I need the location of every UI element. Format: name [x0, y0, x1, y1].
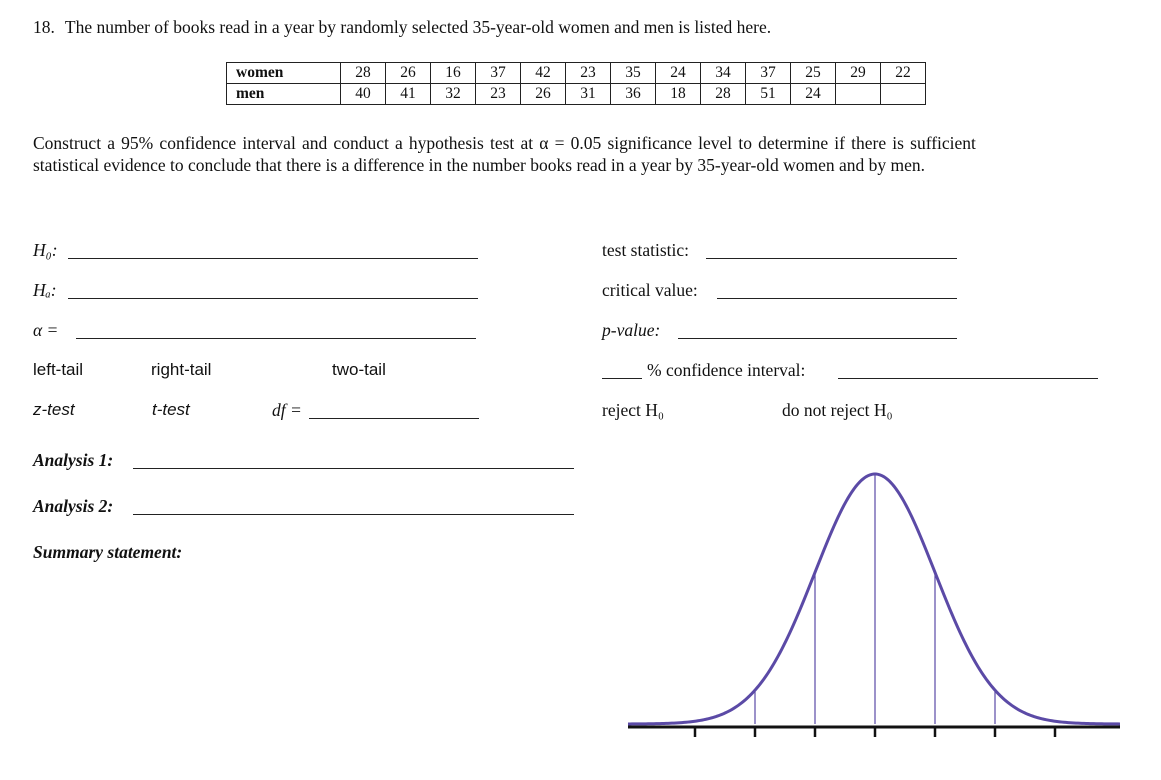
table-cell: 37 — [476, 63, 521, 84]
normal-curve — [628, 474, 1120, 724]
table-row — [227, 84, 926, 105]
table-cell: 51 — [746, 84, 791, 105]
table-cell: 32 — [431, 84, 476, 105]
two-tail-option[interactable]: two-tail — [332, 360, 386, 379]
do-not-reject-option[interactable] — [782, 400, 893, 421]
table-cell: 36 — [611, 84, 656, 105]
row-label: men — [227, 84, 341, 105]
table-cell: 16 — [431, 63, 476, 84]
test-statistic-label: test statistic: — [602, 240, 690, 260]
table-cell: 41 — [386, 84, 431, 105]
normal-curve-graph — [624, 450, 1124, 750]
table-cell: 28 — [341, 63, 386, 84]
table-cell: 26 — [521, 84, 566, 105]
instructions-line-1: Construct a 95% confidence interval and conduct a hypothesis test at α = 0.05 significance level to determine if there is sufficient — [33, 133, 976, 153]
confidence-level-blank[interactable] — [602, 378, 642, 379]
table-cell: 37 — [746, 63, 791, 84]
alpha-label: α = — [33, 320, 59, 340]
p-value-blank[interactable] — [678, 338, 957, 339]
z-test-label: z-test — [33, 400, 75, 419]
table-cell — [881, 84, 926, 105]
confidence-interval-blank[interactable] — [838, 378, 1098, 379]
problem-number: 18. — [33, 17, 55, 37]
table-cell — [836, 84, 881, 105]
table-cell: 22 — [881, 63, 926, 84]
reject-option[interactable] — [602, 400, 664, 421]
problem-header — [33, 17, 771, 38]
do-not-reject-label: do not reject H₀ — [782, 400, 893, 420]
table-cell: 18 — [656, 84, 701, 105]
table-cell: 34 — [701, 63, 746, 84]
alt-hypothesis-label: Hₐ: — [33, 280, 57, 300]
analysis-1-label: Analysis 1: — [33, 450, 114, 470]
table-cell: 26 — [386, 63, 431, 84]
summary-statement-label: Summary statement: — [33, 542, 183, 562]
p-value-label: p-value: — [602, 320, 661, 340]
table-cell: 29 — [836, 63, 881, 84]
table-cell: 24 — [656, 63, 701, 84]
table-row — [227, 63, 926, 84]
table-cell: 31 — [566, 84, 611, 105]
analysis-2-label: Analysis 2: — [33, 496, 114, 516]
df-label: df = — [272, 400, 302, 420]
problem-text: The number of books read in a year by randomly selected 35-year-old women and men is listed here. — [64, 17, 772, 37]
test-statistic-blank[interactable] — [706, 258, 957, 259]
analysis-1-blank[interactable] — [133, 468, 574, 469]
null-hypothesis-blank[interactable] — [68, 258, 478, 259]
table-cell: 24 — [791, 84, 836, 105]
left-tail-option[interactable]: left-tail — [33, 360, 84, 379]
table-cell: 35 — [611, 63, 656, 84]
table-cell: 28 — [701, 84, 746, 105]
reject-label: reject H₀ — [602, 400, 664, 420]
instructions-line-2: statistical evidence to conclude that there is a difference in the number books read in a year by 35-year-old women and by men. — [33, 155, 925, 175]
table-cell: 40 — [341, 84, 386, 105]
null-hypothesis-label: H₀: — [33, 240, 58, 260]
table-cell: 23 — [476, 84, 521, 105]
sd-lines — [755, 474, 995, 724]
table-cell: 23 — [566, 63, 611, 84]
t-test-option[interactable] — [152, 400, 190, 420]
critical-value-blank[interactable] — [717, 298, 957, 299]
row-label: women — [227, 63, 341, 84]
analysis-2-blank[interactable] — [133, 514, 574, 515]
table-cell: 42 — [521, 63, 566, 84]
alt-hypothesis-blank[interactable] — [68, 298, 478, 299]
critical-value-label: critical value: — [602, 280, 698, 300]
z-test-option[interactable] — [33, 400, 75, 420]
table-cell: 25 — [791, 63, 836, 84]
t-test-label: t-test — [152, 400, 190, 419]
confidence-interval-label: % confidence interval: — [647, 360, 806, 380]
alpha-blank[interactable] — [76, 338, 476, 339]
right-tail-option[interactable]: right-tail — [151, 360, 212, 379]
data-table — [226, 62, 926, 105]
df-blank[interactable] — [309, 418, 479, 419]
